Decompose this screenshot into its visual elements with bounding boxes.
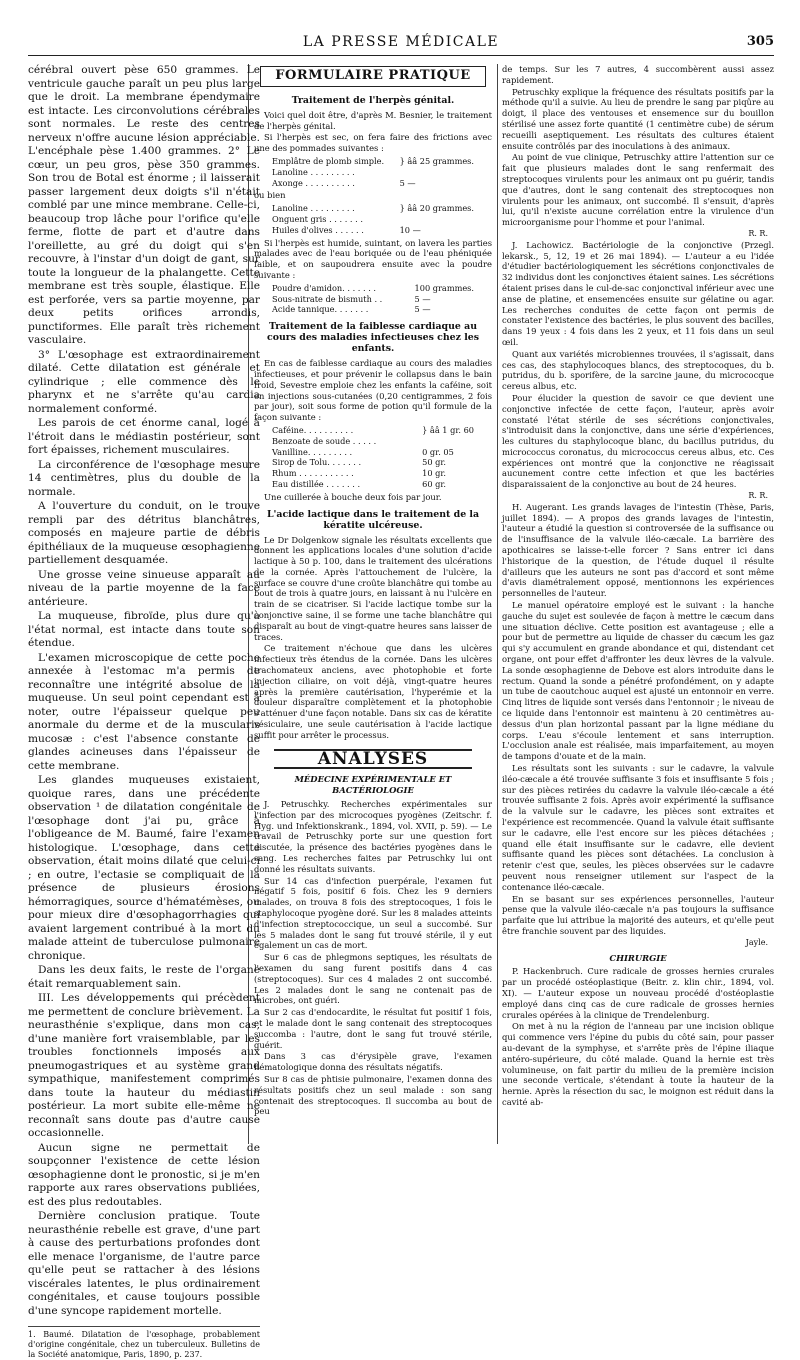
column-divider-right bbox=[497, 64, 498, 1144]
ingredient: Vanilline. . . . . . . . . bbox=[272, 446, 353, 457]
dose bbox=[400, 214, 474, 225]
ingredient: Sirop de Tolu. . . . . . . bbox=[272, 457, 362, 468]
paragraph: Quant aux variétés microbiennes trouvées, il s'agissait, dans ces cas, des staphylocoques blancs, des streptocoques, du b. putridus, du b. sporifère, de la sarcine jaune, du micrococque cereus albus, etc. bbox=[502, 348, 774, 392]
dose: } ââ 20 grammes. bbox=[399, 203, 474, 214]
ingredient: Eau distillée . . . . . . . bbox=[272, 478, 361, 489]
article-title: Traitement de la faiblesse cardiaque au cours des maladies infectieuses chez les enfants. bbox=[267, 321, 479, 355]
middle-column bbox=[254, 64, 492, 1149]
paragraph: Dans 3 cas d'érysipèle grave, l'examen hématologique donna des résultats négatifs. bbox=[254, 1051, 492, 1073]
paragraph: cérébral ouvert pèse 650 grammes. Le ventricule gauche paraît un peu plus large que le droit. La membrane épendymaire est intacte. Les circonvolutions cérébrales sont normales. Le reste des centres nerveux n'offre aucune lésion appréciable. L'encéphale pèse 1.400 grammes. 2° Le cœur, un peu gros, pèse 350 grammes. Son trou de Botal est énorme ; il laisserait passer largement deux doigts s'il n'était comblé par une mince membrane. Celle-ci, beaucoup trop lâche pour l'orifice qu'elle ferme, flotte de part et d'autre dans l'oreillette, au gré du doigt qui s'en recouvre, à l'instar d'un doigt de gant, sur toute la longueur de la phalangette. Cette membrane est très souple, élastique. Elle est perforée, vers sa partie moyenne, par deux petits orifices arrondis, punctiformes. Elle paraît très richement vasculaire. bbox=[28, 64, 260, 346]
journal-title: LA PRESSE MÉDICALE bbox=[302, 34, 500, 50]
paragraph: A l'ouverture du conduit, on le trouve rempli par des détritus blanchâtres, composés en majeure partie de débris épithéliaux de la muqueuse œsophagienne partiellement desquamée. bbox=[28, 500, 260, 566]
dose: 10 — bbox=[399, 224, 421, 235]
paragraph: Si l'herpès est sec, on fera faire des frictions avec une des pommades suivantes : bbox=[254, 132, 492, 154]
ingredient: Emplâtre de plomb simple. bbox=[272, 155, 385, 166]
paragraph: 3° L'œsophage est extraordinairement dilaté. Cette dilatation est générale et cylindrique ; elle commence dès le pharynx et ne s'arrête qu'au cardia normalement conformé. bbox=[28, 348, 260, 415]
paragraph: Sur 14 cas d'infection puerpérale, l'examen fut négatif 5 fois, positif 6 fois. Chez les 9 derniers malades, on trouva 8 fois des streptocoques, 1 fois le staphylocoque pyogène doré. Sur les 8 malades atteints d'infection streptococcique, un seul a succombé. Sur les 5 malades dont le sang fut trouvé stérile, il y eut également un cas de mort. bbox=[254, 875, 492, 951]
ingredient: Poudre d'amidon. . . . . . . bbox=[272, 282, 377, 293]
paragraph: On met à nu la région de l'anneau par une incision oblique qui commence vers l'épine du pubis du côté sain, pour passer au-devant de la symphyse, et s'arrête près de l'épine iliaque antéro-supérieure, du côté malade. Quand la hernie est très volumineuse, on fait partir du milieu de la première incision une seconde verticale, s'étendant à toute la hauteur de la hernie. Après la résection du sac, le moignon est réduit dans la cavité ab- bbox=[502, 1021, 774, 1107]
paragraph: III. Les développements qui précèdent me permettent de conclure brièvement. La neurasthénie s'explique, dans mon cas, d'une manière fort vraisemblable, par les troubles fonctionnels imposés aux pneumogastriques et au système grand sympathique, manifestement comprimés dans toute la hauteur du médiastin postérieur. La mort subite elle-même ne reconnaît sans doute pas d'autre cause occasionnelle. bbox=[28, 992, 260, 1139]
subsection-title: MÉDECINE EXPÉRIMENTALE ET BACTÉRIOLOGIE bbox=[294, 774, 452, 796]
ingredient: Lanoline . . . . . . . . . bbox=[272, 166, 355, 177]
prescription bbox=[272, 156, 474, 188]
dose: 100 grammes. bbox=[414, 282, 474, 293]
paragraph: ou bien bbox=[254, 190, 286, 201]
dose: } ââ 25 grammes. bbox=[399, 155, 474, 166]
dose: 5 — bbox=[414, 293, 431, 304]
ingredient: Sous-nitrate de bismuth . . bbox=[272, 293, 383, 304]
paragraph: Dernière conclusion pratique. Toute neurasthénie rebelle est grave, d'une part à cause des perturbations profondes dont elle menace l'organisme, de l'autre parce qu'elle peut se rattacher à des lésions viscérales latentes, le plus ordinairement congénitales, et cause toujours possible d'une syncope rapidement mortelle. bbox=[28, 1210, 260, 1317]
paragraph: Ce traitement n'échoue que dans les ulcères infectieux très étendus de la cornée. Dans les ulcères trachomateux anciens, avec photophobie et forte injection ciliaire, on voit déjà, vingt-quatre heures après la première cautérisation, l'hyperémie et la douleur disparaître complètement et la photophobie s'atténuer d'une façon notable. Dans six cas de kératite vésiculaire, une seule cautérisation à l'acide lactique suffit pour arrêter le processus. bbox=[254, 643, 492, 740]
paragraph: La muqueuse, fibroïde, plus dure qu'à l'état normal, est intacte dans toute son étendue. bbox=[28, 610, 260, 649]
paragraph: Petruschky explique la fréquence des résultats positifs par la méthode qu'il a suivie. Au lieu de prendre le sang par piqûre au doigt, il place des ventouses et ensemence sur du bouillon stérilisé une assez forte quantité (1 centimètre cube) de sérum recueilli aseptiquement. Les résultats des cultures étaient ensuite contrôlés par des inoculations à des animaux. bbox=[502, 86, 774, 151]
dose: } ââ 1 gr. 60 bbox=[422, 424, 474, 435]
paragraph: Dans les deux faits, le reste de l'organe était remarquablement sain. bbox=[28, 964, 260, 990]
article-title: L'acide lactique dans le traitement de la kératite ulcéreuse. bbox=[266, 508, 480, 531]
paragraph: Une grosse veine sinueuse apparaît au niveau de la partie moyenne de la face antérieure. bbox=[28, 568, 260, 608]
section-box-title: FORMULAIRE PRATIQUE bbox=[260, 66, 486, 87]
paragraph: En se basant sur ses expériences personnelles, l'auteur pense que la valvule iléo-cæcale n'a pas toujours la suffisance parfaite que lui attribue la majorité des auteurs, et qu'elle peut être franchie souvent par des liquides. bbox=[502, 893, 774, 936]
paragraph: J. Petruschky. Recherches expérimentales sur l'infection par des microcoques pyogènes (Zeitschr. f. Hyg. und Infektionskrank., 1894, vol. XVII, p. 59). — Le travail de Petruschky porte sur une question fort discutée, la présence des bactéries pyogènes dans le sang. Les recherches faites par Petruschky lui ont donné les résultats suivants. bbox=[254, 799, 492, 874]
paragraph: H. Augerant. Les grands lavages de l'intestin (Thèse, Paris, juillet 1894). — A propos des grands lavages de l'intestin, l'auteur a étudié la question si controversée de la suffisance ou de l'insuffisance de la valvule iléo-cæcale. La barrière des apothicaires se laisse-t-elle forcer ? Sans entrer ici dans l'historique de la question, de l'étude duquel il résulte d'ailleurs que les auteurs ne sont pas d'accord et sont même d'avis diamétralement opposé, mentionnons les expériences personnelles de l'auteur. bbox=[502, 501, 774, 599]
ingredient: Caféine. . . . . . . . . . bbox=[272, 424, 354, 435]
signature: Jayle. bbox=[745, 937, 768, 947]
dose bbox=[400, 167, 474, 178]
analyses-heading: ANALYSES bbox=[274, 749, 472, 770]
paragraph: J. Lachowicz. Bactériologie de la conjonctive (Przegl. lekarsk., 5, 12, 19 et 26 mai 1894). — L'auteur a eu l'idée d'étudier bactériologiquement les sécrétions conjonctivales de 32 individus dont les conjonctives étaient saines. Les sécrétions étaient prises dans le cul-de-sac conjonctival inférieur avec une anse de platine, et ensemencées ensuite sur gélatine ou agar. Les recherches conduites de cette façon ont permis de constater l'existence des bactéries, le plus souvent des bacilles, dans 19 yeux : 4 fois dans les 2 yeux, et 11 fois dans un seul œil. bbox=[502, 239, 774, 347]
page-number: 305 bbox=[746, 34, 774, 49]
paragraph: Pour élucider la question de savoir ce que devient une conjonctive infectée de cette façon, l'auteur, après avoir constaté l'état stérile de ses sécrétions conjonctivales, s'introduisit dans la conjonctive, dans une série d'expériences, les cultures du staphylocoque blanc, du bacillus putridus, du micrococcus coronatus, du micrococcus cereus albus, etc. Ces expériences ont montré que la conjonctive ne réagissait aucunement contre cette infection et que les bactéries disparaissaient de la conjonctive au bout de 24 heures. bbox=[502, 392, 774, 490]
ingredient: Lanoline . . . . . . . . . bbox=[272, 203, 355, 214]
ingredient: Rhum . . . . . . . . . . . bbox=[272, 468, 354, 479]
paragraph: Le manuel opératoire employé est le suivant : la hanche gauche du sujet est soulevée de façon à mettre le cæcum dans une situation déclive. Cette position est avantageuse ; elle a pour but de permettre au liquide de chasser du cæcum les gaz qui s'y accumulent en grande abondance et qui, distendant cet organe, ont pour effet d'affronter les deux lèvres de la valvule. La sonde œsophagienne de Debove est alors introduite dans le rectum. Quand la sonde a pénétré profondément, on y adapte un tube de caoutchouc auquel est ajusté un entonnoir en verre. Cinq litres de liquide sont versés dans l'entonnoir ; le niveau de ce liquide dans l'entonnoir est maintenu à 20 centimètres au-dessus d'un plan horizontal passant par la ligne médiane du corps. L'eau s'écoule lentement et sans interruption. L'occlusion anale est réalisée, mais imparfaitement, au moyen de tampons d'ouate et de la main. bbox=[502, 600, 774, 762]
paragraph: Les parois de cet énorme canal, logé à l'étroit dans le médiastin postérieur, sont fort épaisses, richement musculaires. bbox=[28, 417, 260, 456]
dose bbox=[422, 436, 474, 447]
dose: 10 gr. bbox=[422, 468, 447, 479]
prescription bbox=[272, 283, 474, 315]
paragraph: Si l'herpès est humide, suintant, on lavera les parties malades avec de l'eau boriquée ou de l'eau phéniquée faible, et on saupoudrera ensuite avec la poudre suivante : bbox=[254, 237, 492, 280]
ingredient: Acide tannique. . . . . . . bbox=[272, 304, 369, 315]
ingredient: Axonge . . . . . . . . . . bbox=[272, 177, 355, 188]
dose: 5 — bbox=[399, 177, 416, 188]
signature: R. R. bbox=[748, 491, 768, 501]
dose: 50 gr. bbox=[422, 457, 447, 468]
paragraph: de temps. Sur les 7 autres, 4 succombèrent aussi assez rapidement. bbox=[502, 64, 774, 85]
paragraph: Sur 6 cas de phlegmons septiques, les résultats de l'examen du sang furent positifs dans 4 cas (streptocoques). Sur ces 4 malades 2 ont succombé. Les 2 malades dont le sang ne contenait pas de microbes, ont guéri. bbox=[254, 952, 492, 1006]
paragraph: P. Hackenbruch. Cure radicale de grosses hernies crurales par un procédé ostéoplastique (Beitr. z. klin chir., 1894, vol. XI). — L'auteur expose un nouveau procédé d'ostéoplastie employé dans cinq cas de cure radicale de grosses hernies crurales opérées à la clinique de Trendelenburg. bbox=[502, 966, 774, 1020]
article-title: Traitement de l'herpès génital. bbox=[291, 94, 455, 106]
footnote: 1. Baumé. Dilatation de l'œsophage, probablement d'origine congénitale, chez un tuberculeux. Bulletins de la Société anatomique, Paris, 1890, p. 237. bbox=[28, 1326, 260, 1360]
left-column bbox=[28, 64, 260, 1359]
signature: R. R. bbox=[748, 228, 768, 238]
paragraph: Les glandes muqueuses existaient, quoique rares, dans une précédente observation ¹ de dilatation congénitale de l'œsophage dont j'ai pu, grâce à l'obligeance de M. Baumé, faire l'examen histologique. L'œsophage, dans cette observation, était moins dilaté que celui-ci ; en outre, l'ectasie se compliquait de la présence de plusieurs érosions hémorragiques, source d'hématémèses, ou pour mieux dire d'œsophagorrhagies qui avaient largement contribué à la mort du malade atteint de tuberculose pulmonaire chronique. bbox=[28, 774, 260, 962]
page-header bbox=[28, 30, 774, 56]
paragraph: Sur 8 cas de phtisie pulmonaire, l'examen donna des résultats positifs chez un seul malade : son sang contenait des streptocoques. Il succomba au bout de peu bbox=[254, 1073, 492, 1117]
subsection-title: CHIRURGIE bbox=[609, 952, 667, 963]
paragraph: L'examen microscopique de cette poche annexée à l'estomac m'a permis de reconnaître une intégrité absolue de la muqueuse. Un seul point cependant est à noter, outre l'épaisseur quelque peu anormale du derme et de la muscularis mucosæ : c'est l'absence constante de glandes acineuses dans l'épaisseur de cette membrane. bbox=[28, 651, 260, 772]
dose: 60 gr. bbox=[422, 478, 447, 489]
paragraph: Les résultats sont les suivants : sur le cadavre, la valvule iléo-cæcale a été trouvée suffisante 3 fois et insuffisante 5 fois ; sur des pièces retirées du cadavre la valvule iléo-cæcale a été trouvée suffisante 2 fois. Après avoir expérimenté la suffisance de la valvule sur le cadavre, les pièces sont extraites et l'expérience est recommencée. Quand la valvule était suffisante sur le cadavre, elle l'est encore sur les pièces détachées ; quand elle était insuffisante sur le cadavre, elle devient suffisante quand les pièces sont détachées. La conclusion à retenir c'est que, seules, les pièces observées sur le cadavre peuvent nous renseigner utilement sur l'aspect de la contenance iléo-cæcale. bbox=[502, 763, 774, 892]
paragraph: Aucun signe ne permettait de soupçonner l'existence de cette lésion œsophagienne dont le pronostic, si je m'en rapporte aux rares observations publiées, est des plus redoutables. bbox=[28, 1141, 260, 1208]
paragraph: Une cuillerée à bouche deux fois par jour. bbox=[264, 491, 442, 502]
prescription bbox=[272, 425, 474, 490]
prescription bbox=[272, 203, 474, 235]
dose: 5 — bbox=[414, 304, 431, 315]
paragraph: Voici quel doit être, d'après M. Besnier, le traitement de l'herpès génital. bbox=[254, 109, 492, 131]
paragraph: La circonférence de l'œsophage mesure 14 centimètres, plus du double de la normale. bbox=[28, 458, 260, 498]
paragraph: Le Dr Dolgenkow signale les résultats excellents que donnent les applications locales d'une solution d'acide lactique à 50 p. 100, dans le traitement des ulcérations de la cornée. Après l'attouchement de l'ulcère, la surface se couvre d'une croûte blanchâtre qui tombe au bout de trois à quatre jours, en laissant à nu l'ulcère en train de se cicatriser. Si l'acide lactique tombe sur la conjonctive saine, il se forme une tache blanchâtre qui disparaît au bout de vingt-quatre heures sans laisser de traces. bbox=[254, 534, 492, 642]
ingredient: Benzoate de soude . . . . . bbox=[272, 435, 377, 446]
paragraph: Sur 2 cas d'endocardite, le résultat fut positif 1 fois, et le malade dont le sang contenait des streptocoques succomba : l'autre, dont le sang fut trouvé stérile, guérit. bbox=[254, 1007, 492, 1050]
paragraph: En cas de faiblesse cardiaque au cours des maladies infectieuses, et pour prévenir le collapsus dans le bain froid, Sevestre emploie chez les enfants la caféine, soit en injections sous-cutanées (0,20 centigrammes, 2 fois par jour), soit sous forme de potion qu'il formule de la façon suivante : bbox=[254, 358, 492, 423]
paragraph: Au point de vue clinique, Petruschky attire l'attention sur ce fait que plusieurs malades dont le sang renfermait des streptocoques virulents pour les animaux ont pu guérir, tandis que d'autres, dont le sang contenait des streptocoques non virulents pour les animaux, ont succombé. Il s'ensuit, d'après lui, qu'il n'existe aucune corrélation entre la virulence d'un microorganisme pour l'homme et pour l'animal. bbox=[502, 152, 774, 228]
ingredient: Onguent gris . . . . . . . bbox=[272, 213, 363, 224]
right-column bbox=[502, 64, 774, 1149]
ingredient: Huiles d'olives . . . . . . bbox=[272, 224, 364, 235]
dose: 0 gr. 05 bbox=[422, 446, 454, 457]
